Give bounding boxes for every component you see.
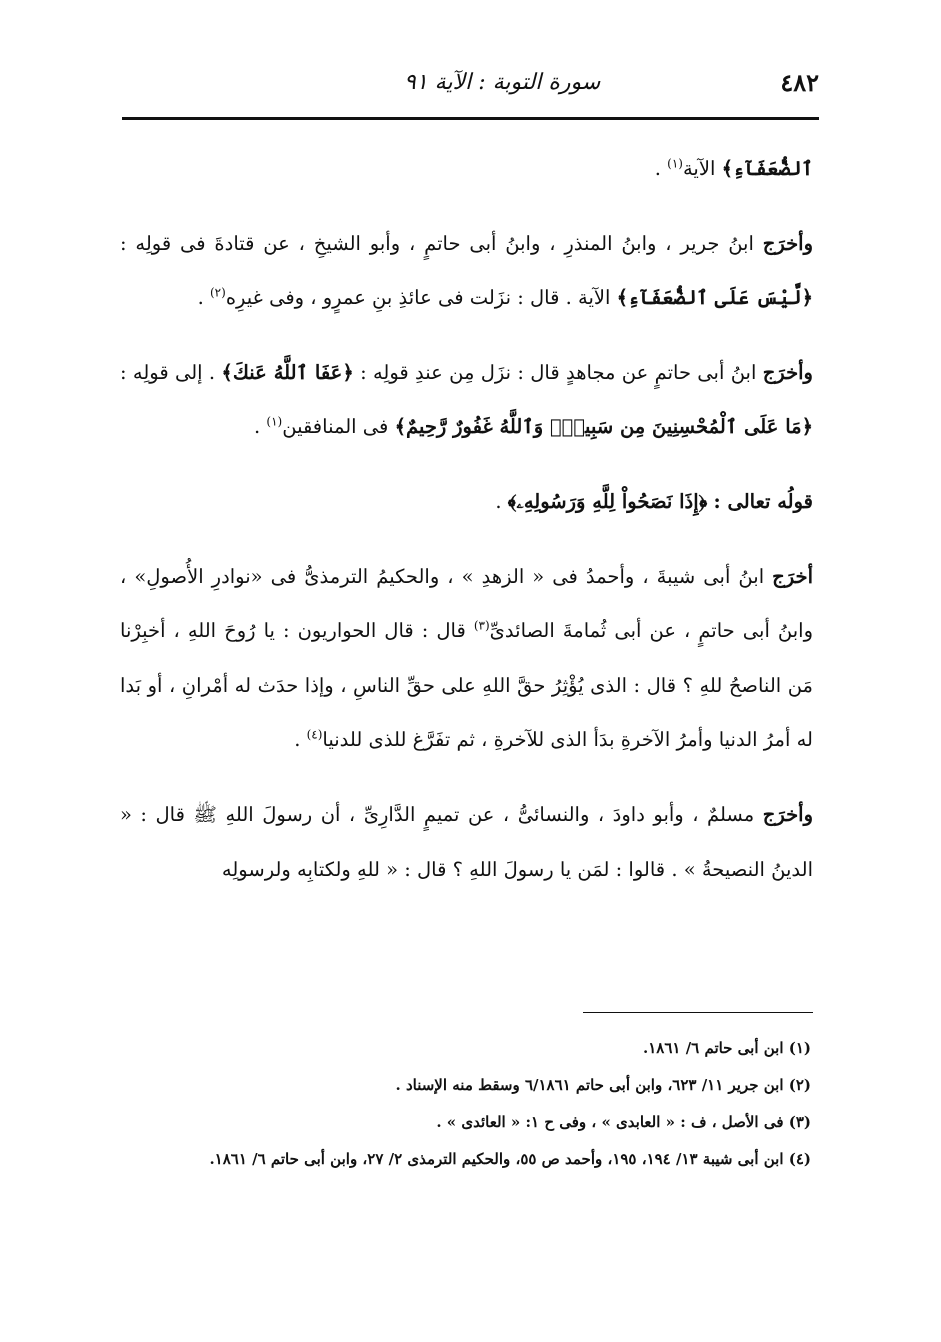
- heading-label: قولُه تعالى :: [713, 489, 813, 513]
- lead-word: وأخرَج: [762, 802, 814, 826]
- footnotes: [120, 1030, 811, 1178]
- paragraph-2: وأخرَج ابنُ جرير ، وابنُ المنذرِ ، وابنُ أبى حاتمٍ ، وأبو الشيخِ ، عن قتادةَ فى قولِه : ﴿لَّيْسَ عَلَى ٱلضُّعَفَآءِ﴾ الآية . قال : نزَلت فى عائذِ بنِ عمرٍو ، وفى غيرِه$^{(٢)}$ .: [120, 231, 813, 310]
- paragraph-5: وأخرَج مسلمٌ ، وأبو داودَ ، والنسائىُّ ، عن تميمٍ الدَّارِىِّ ، أن رسولَ اللهِ ﷺ قال : « الدينُ النصيحةُ » . قالوا : لمَن يا رسولَ اللهِ ؟ قال : « للهِ ولكتابِه ولرسولِه: [120, 802, 814, 881]
- quran-fragment: ﴿مَا عَلَى ٱلْمُحْسِنِينَ مِن سَبِيلٍۚ وَٱللَّهُ غَفُورٌ رَّحِيمٌ﴾: [394, 415, 813, 439]
- main-text: [120, 142, 813, 917]
- footnote-4: (٤) ابن أبى شيبة ١٣/ ١٩٤، ١٩٥، وأحمد ص ٥٥، والحكيم الترمذى ٢/ ٢٧، وابن أبى حاتم ٦/ ١٨٦١.: [209, 1150, 811, 1168]
- footnote-3: (٣) فى الأصل ، ف : « العابدى » ، وفى ح ١: « العائدى » .: [436, 1113, 811, 1131]
- quran-fragment: ٱلضُّعَفَآءِ﴾: [721, 157, 813, 180]
- running-head: [122, 62, 819, 102]
- footnote-2: (٢) ابن جرير ١١/ ٦٢٣، وابن أبى حاتم ٦/١٨٦١ وسقط منه الإسناد .: [395, 1076, 811, 1094]
- paragraph-1: ٱلضُّعَفَآءِ﴾ الآية$^{(١)}$ .: [654, 156, 813, 180]
- header-title: سورة التوبة : الآية ٩١: [404, 69, 601, 95]
- lead-word: أخرَج: [772, 564, 813, 588]
- lead-word: وأخرَج: [762, 360, 813, 384]
- paragraph-4: أخرَج ابنُ أبى شيبةَ ، وأحمدُ فى « الزهدِ » ، والحكيمُ الترمذىُّ فى «نوادرِ الأُصولِ» ، وابنُ أبى حاتمٍ ، عن أبى ثُمامةَ الصائدىِّ$^{(٣)}$ قال : قال الحواريون : يا رُوحَ اللهِ ، أخبِرْنا مَن الناصحُ للهِ ؟ قال : الذى يُؤْثِرُ حقَّ اللهِ على حقِّ الناسِ ، وإذا حدَث له أمْرانِ ، أو بَدا له أمرُ الدنيا وأمرُ الآخرةِ بدَأ الذى للآخرةِ ، ثم تفَرَّغ للذى للدنيا$^{(٤)}$ .: [120, 564, 813, 752]
- section-heading: قولُه تعالى : ﴿إِذَا نَصَحُواْ لِلَّهِ وَرَسُولِهِۦ﴾ .: [495, 489, 813, 513]
- quran-fragment: ﴿عَفَا ٱللَّهُ عَنكَ﴾: [221, 360, 354, 384]
- footnote-rule: [583, 1012, 813, 1013]
- paragraph-3: وأخرَج ابنُ أبى حاتمٍ عن مجاهدٍ قال : نزَل مِن عندِ قولِه : ﴿عَفَا ٱللَّهُ عَنكَ﴾ . إلى قولِه : ﴿مَا عَلَى ٱلْمُحْسِنِينَ مِن سَبِيلٍۚ وَٱللَّهُ غَفُورٌ رَّحِيمٌ﴾ فى المنافقين$^{(١)}$ .: [120, 360, 813, 439]
- quran-fragment: ﴿لَّيْسَ عَلَى ٱلضُّعَفَآءِ﴾: [616, 286, 813, 310]
- lead-word: وأخرَج: [762, 231, 813, 255]
- page-number: ٤٨٢: [780, 67, 819, 97]
- footnote-ref: (٤): [306, 727, 323, 742]
- footnote-1: (١) ابن أبى حاتم ٦/ ١٨٦١.: [643, 1039, 811, 1057]
- quran-fragment: ﴿إِذَا نَصَحُواْ لِلَّهِ وَرَسُولِهِۦ﴾: [507, 489, 708, 513]
- header-rule: [122, 117, 819, 120]
- footnote-ref: (١): [266, 414, 283, 429]
- footnote-ref: (٢): [209, 285, 226, 300]
- footnote-ref: (١): [667, 156, 683, 171]
- footnote-ref: (٣): [473, 618, 490, 633]
